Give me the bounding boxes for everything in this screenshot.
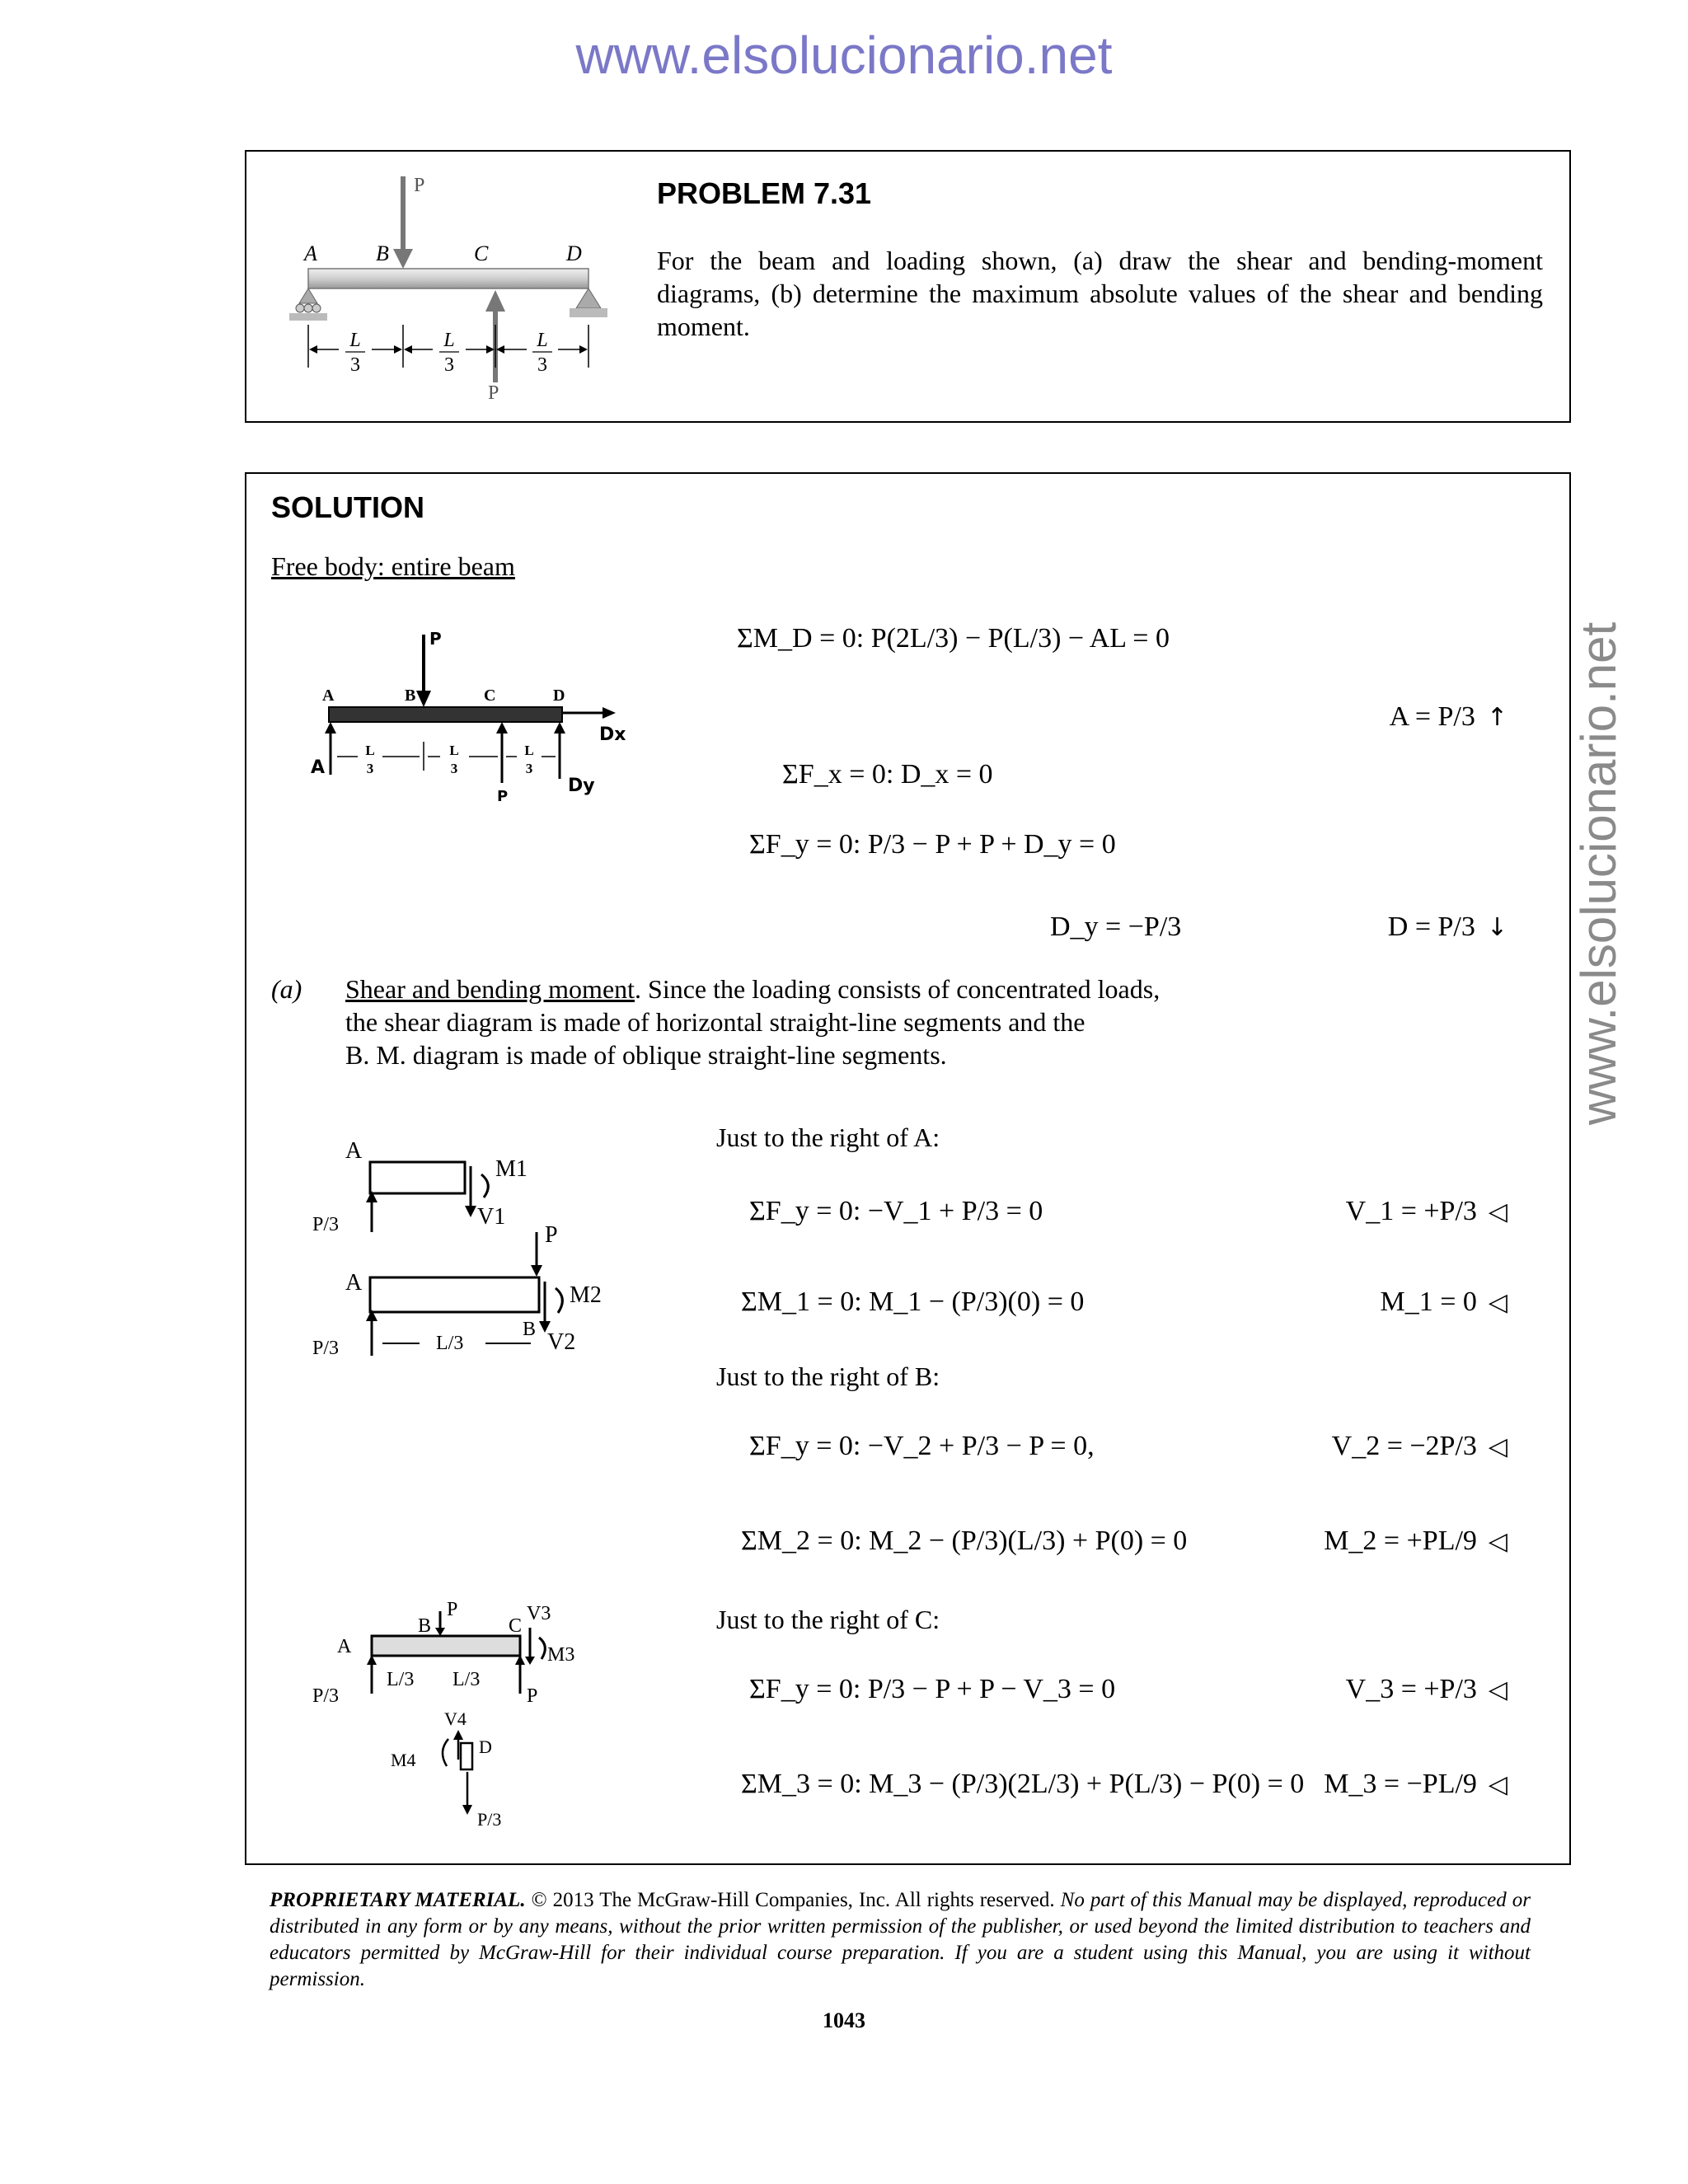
eq-moment-d: ΣM_D = 0: P(2L/3) − P(L/3) − AL = 0 [737,623,1170,654]
eq-b-fy: ΣF_y = 0: −V_2 + P/3 − P = 0, [749,1431,1095,1461]
sk1-a: A [345,1138,363,1164]
sk4-d: D [479,1736,492,1757]
load-label-top: P [414,175,425,196]
result-v1: V_1 = +P/3 ◁ [1345,1196,1507,1226]
fbd-span-3: L [524,743,534,758]
sk1-m1: M1 [495,1156,528,1182]
eq-sum-fx: ΣF_x = 0: D_x = 0 [782,759,993,790]
result-m2: M_2 = +PL/9 ◁ [1324,1526,1507,1556]
problem-figure [263,152,642,415]
fbd-b-label: B [405,687,416,705]
sk2-b: B [523,1319,537,1340]
sk1-p3: P/3 [312,1214,340,1235]
sk2-p3: P/3 [312,1338,340,1359]
sk4-p3: P/3 [477,1809,502,1830]
result-dy: D_y = −P/3 [1050,912,1182,942]
heading-right-of-a: Just to the right of A: [716,1122,940,1152]
point-label-d: D [566,241,582,265]
fbd-den-1: 3 [366,761,374,776]
watermark-top: www.elsolucionario.net [575,26,1113,85]
span-label-3: L [537,330,548,351]
fbd-dx-label: Dx [599,724,626,745]
sk3-m3: M3 [547,1644,575,1666]
solution-box [245,472,1571,1865]
sk3-p: P [447,1599,458,1620]
sketch-right-of-a [312,1138,528,1235]
sketch-right-of-c [312,1599,574,1830]
sk3-c: C [509,1615,523,1637]
fbd-den-2: 3 [450,761,458,776]
eq-sum-fy: ΣF_y = 0: P/3 − P + P + D_y = 0 [749,829,1116,860]
sk2-m2: M2 [570,1282,602,1308]
fbd-den-3: 3 [525,761,533,776]
span-den-1: 3 [350,354,360,376]
result-v3: V_3 = +P/3 ◁ [1345,1674,1507,1704]
eq-c-m: ΣM_3 = 0: M_3 − (P/3)(2L/3) + P(L/3) − P(0) = 0 [741,1769,1305,1799]
problem-title: PROBLEM 7.31 [657,176,872,210]
part-a-line3: B. M. diagram is made of oblique straight-line segments. [345,1040,947,1070]
fbd-span-1: L [365,743,375,758]
fbd-span-2: L [449,743,459,758]
eq-b-m: ΣM_2 = 0: M_2 − (P/3)(L/3) + P(0) = 0 [741,1526,1188,1556]
sk3-p-bottom: P [527,1685,538,1707]
load-label-bottom: P [488,382,499,404]
fbd-d-label: D [553,687,565,705]
solution-title: SOLUTION [271,490,424,524]
sk3-a: A [337,1636,352,1657]
eq-a-fy: ΣF_y = 0: −V_1 + P/3 = 0 [749,1196,1043,1226]
fbd-c-label: C [484,687,496,705]
sk2-v2: V2 [547,1329,576,1355]
sk3-b: B [418,1615,432,1637]
heading-right-of-c: Just to the right of C: [716,1605,940,1634]
span-den-3: 3 [537,354,547,376]
part-a-line1: Shear and bending moment. Since the loading consists of concentrated loads, [345,974,1160,1004]
fbd-p-force: P [497,788,509,805]
sk2-l3: L/3 [436,1333,464,1354]
point-label-a: A [304,241,317,265]
result-m1: M_1 = 0 ◁ [1380,1286,1507,1317]
beam [308,269,588,288]
result-m3: M_3 = −PL/9 ◁ [1324,1769,1507,1799]
page-number: 1043 [823,2008,865,2032]
free-body-diagram [296,618,659,816]
sk3-p3: P/3 [312,1685,340,1707]
span-label-1: L [349,330,361,351]
sk3-l3-1: L/3 [387,1669,415,1690]
problem-box [245,150,1571,423]
sk4-v4: V4 [444,1708,467,1729]
sk4-m4: M4 [391,1750,416,1770]
fbd-a-force: A [311,757,326,778]
point-label-b: B [376,241,389,265]
fbd-dy-label: Dy [568,776,595,796]
fbd-p-label: P [429,629,442,649]
fbd-a-label: A [322,687,335,705]
problem-statement: For the beam and loading shown, (a) draw the shear and bending-moment diagrams, (b) determine the maximum absolute values of the shear and bending moment. [657,246,1543,341]
part-a-label: (a) [271,974,302,1004]
section-sketches [296,1133,642,1858]
span-label-2: L [443,330,455,351]
heading-right-of-b: Just to the right of B: [716,1361,940,1391]
sk1-v1: V1 [477,1204,506,1230]
watermark-side: www.elsolucionario.net [1571,621,1626,1126]
eq-a-m: ΣM_1 = 0: M_1 − (P/3)(0) = 0 [741,1286,1085,1317]
footer-notice: PROPRIETARY MATERIAL. © 2013 The McGraw-Hill Companies, Inc. All rights reserved. No part of this Manual may be displayed, reproduced or distributed in any form or by any means, without the prior written permission of the publisher, or used beyond the limited distribution to teachers and educators permitted by McGraw-Hill for their individual course preparation. If you are a student using this Manual, you are using it without permission. [270,1889,1531,1990]
sk3-v3: V3 [527,1603,551,1624]
part-a-line2: the shear diagram is made of horizontal straight-line segments and the [345,1007,1085,1037]
result-v2: V_2 = −2P/3 ◁ [1331,1431,1507,1461]
sk3-l3-2: L/3 [452,1669,481,1690]
free-body-label: Free body: entire beam [271,551,515,581]
sk2-a: A [345,1270,363,1296]
sketch-right-of-b [312,1222,602,1359]
sk2-p: P [545,1222,558,1248]
span-den-2: 3 [444,354,454,376]
fbd-beam [329,707,562,722]
result-d: D = P/3 ↓ [1387,912,1507,942]
result-a: A = P/3 ↑ [1389,701,1507,732]
point-label-c: C [474,241,489,265]
eq-c-fy: ΣF_y = 0: P/3 − P + P − V_3 = 0 [749,1674,1116,1704]
